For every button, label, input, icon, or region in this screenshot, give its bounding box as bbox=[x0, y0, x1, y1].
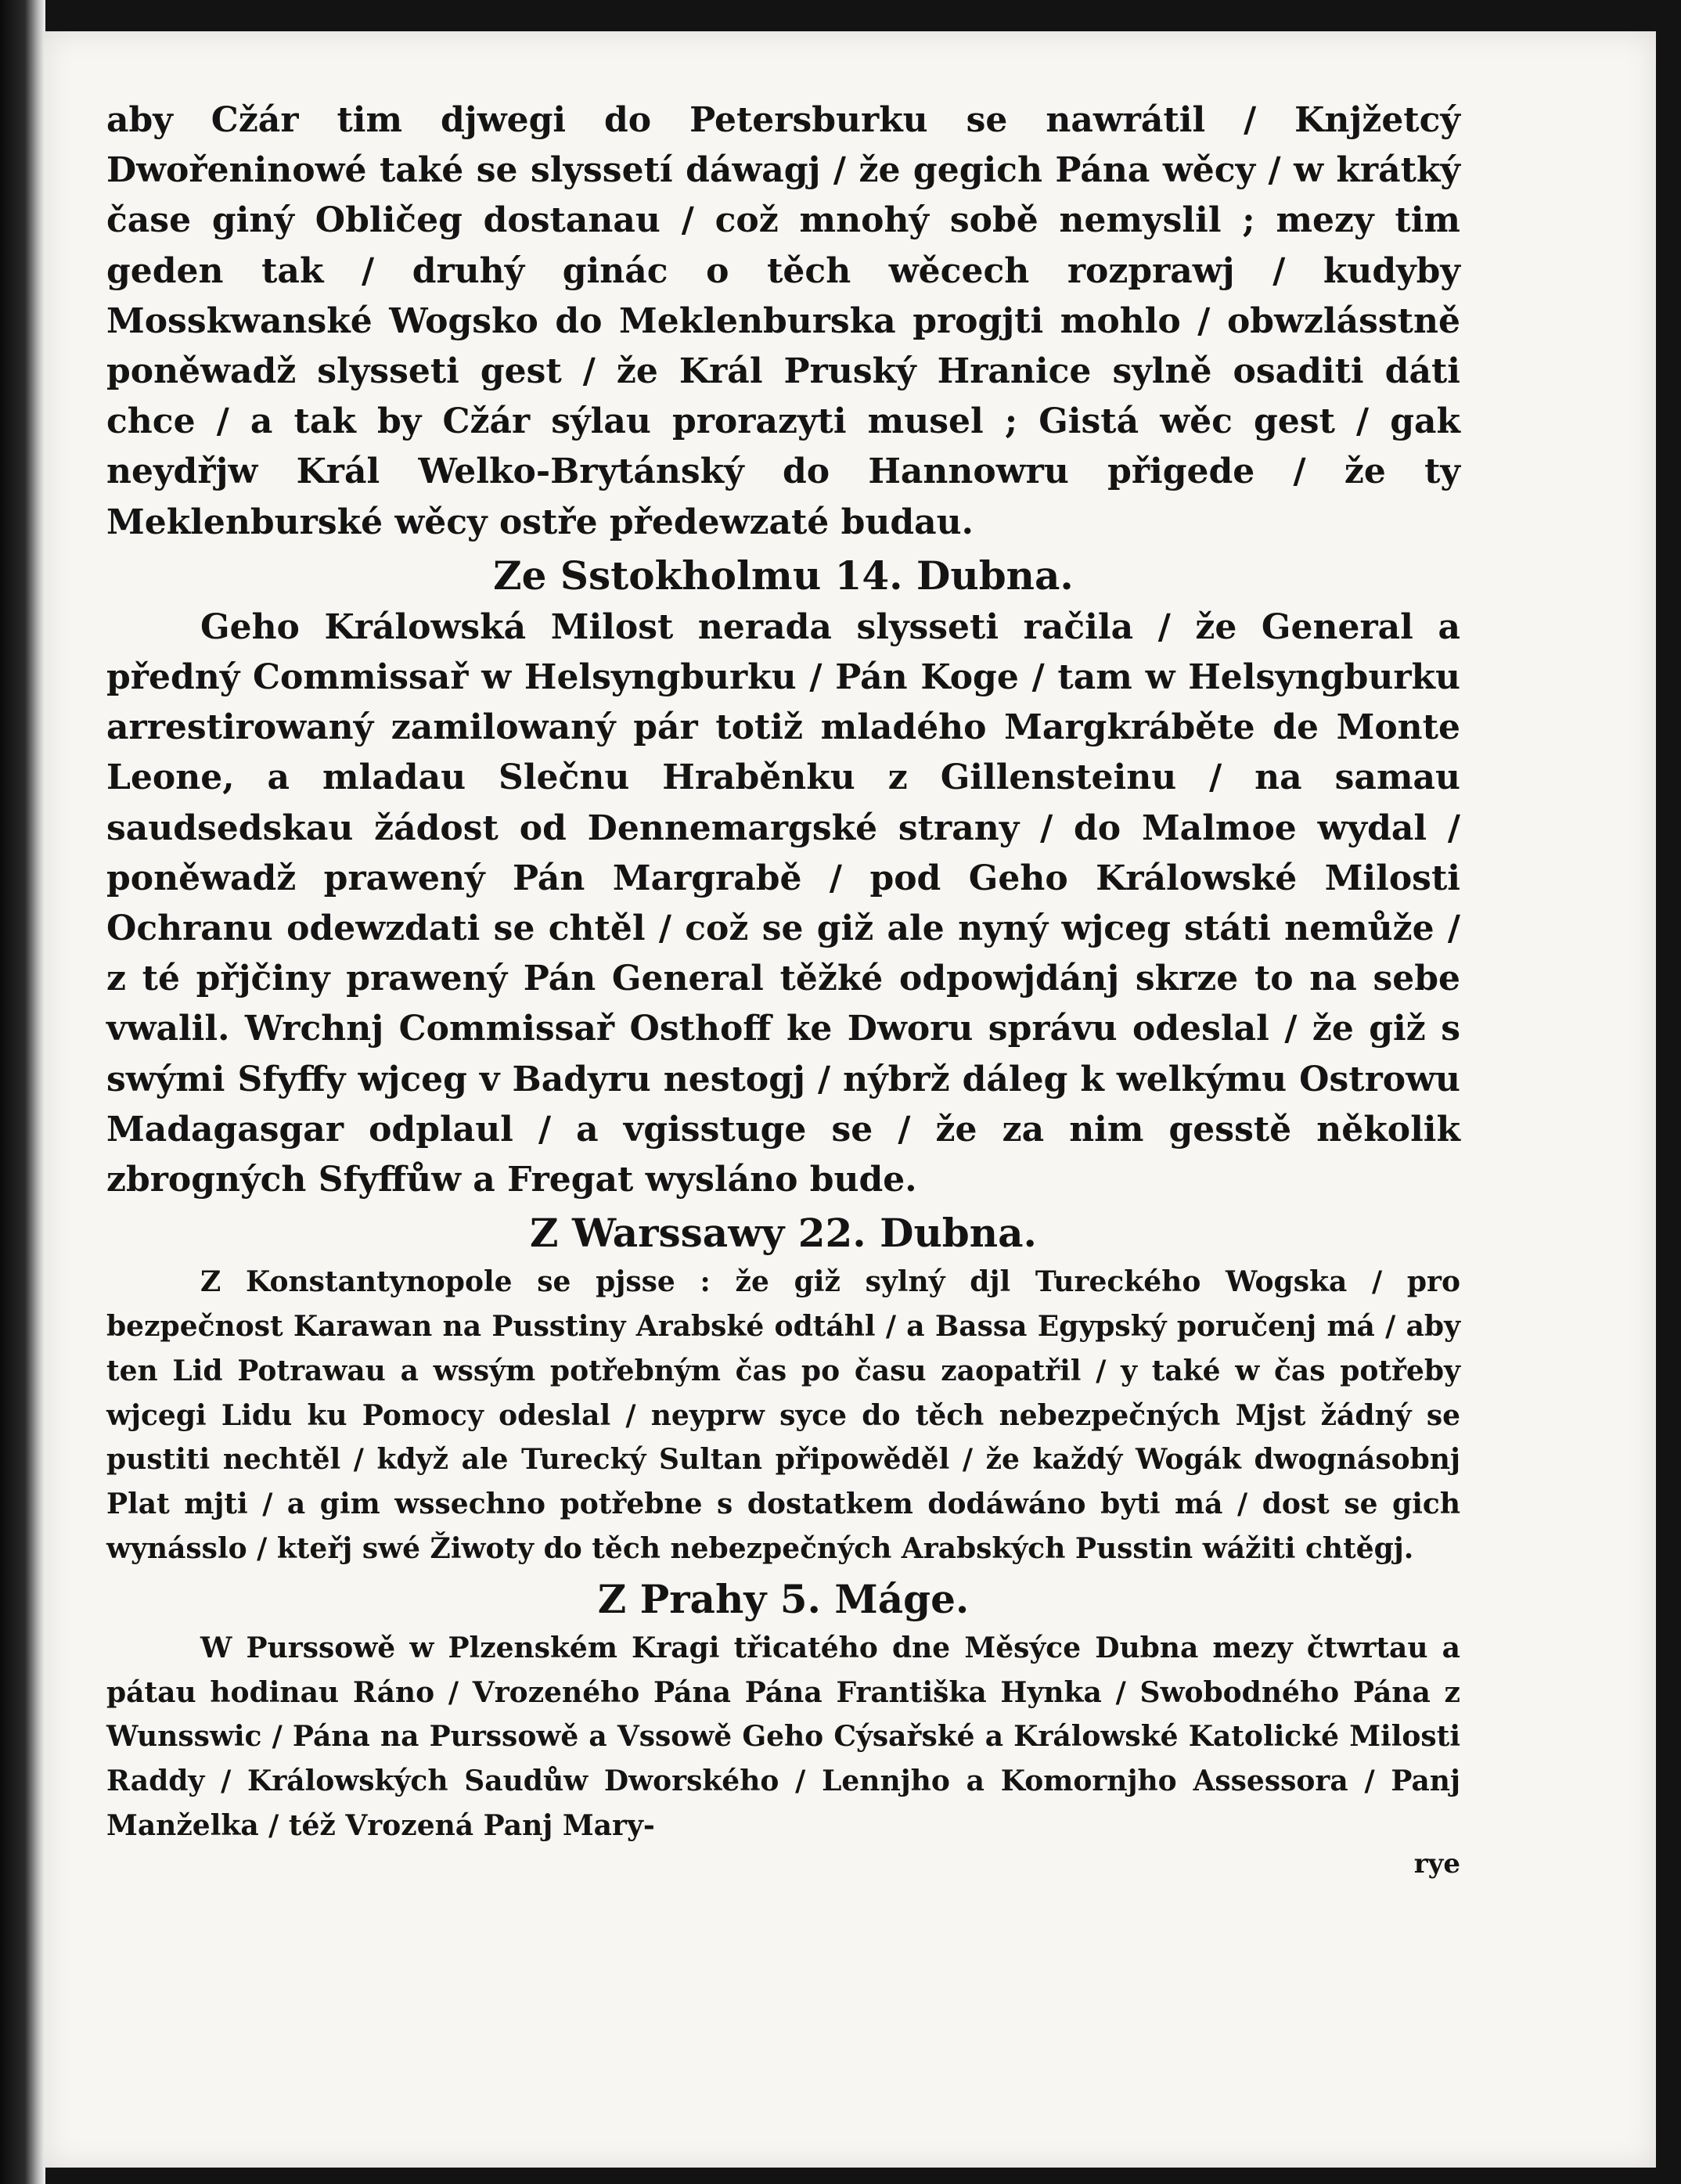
page-text-block bbox=[106, 95, 1460, 1880]
dateline-warsaw: Z Warssawy 22. Dubna. bbox=[530, 1210, 1037, 1257]
paragraph-warsaw-report: Z Konstantynopole se pjsse : že giž sylný djl Tureckého Wogska / pro bezpečnost Karawan na Pusstiny Arabské odtáhl / a Bassa Egypský poručenj má / aby ten Lid Potrawau a wssým potřebným čas po času zaopatřil / y také w čas potřeby wjcegi Lidu ku Pomocy odeslal / neyprw syce do těch nebezpečných Mjst žádný se pustiti nechtěl / když ale Turecký Sultan připowěděl / že každý Wogák dwognásobnj Plat mjti / a gim wssechno potřebne s dostatkem dodáwáno byti má / dost se gich wynásslo / kteřj swé Žiwoty do těch nebezpečných Arabských Pusstin wážiti chtěgj. bbox=[106, 1265, 1460, 1566]
dateline-stockholm: Ze Sstokholmu 14. Dubna. bbox=[493, 552, 1074, 599]
paragraph-petersburg-report: aby Cžár tim djwegi do Petersburku se nawrátil / Knjžetcý Dwořeninowé také se slyssetí dáwagj / že gegich Pána wěcy / w krátký čase giný Obličeg dostanau / což mnohý sobě nemyslil ; mezy tim geden tak / druhý ginác o těch wěcech rozprawj / kudyby Mosskwanské Wogsko do Meklenburska progjti mohlo / obwzlásstně poněwadž slysseti gest / že Král Pruský Hranice sylně osaditi dáti chce / a tak by Cžár sýlau prorazyti musel ; Gistá wěc gest / gak neydřjw Král Welko-Brytánský do Hannowru přigede / že ty Meklenburské wěcy ostře předewzaté budau. bbox=[106, 100, 1460, 542]
book-binding-edge bbox=[0, 0, 45, 2184]
catchword: rye bbox=[1413, 1848, 1460, 1880]
paragraph-stockholm-report: Geho Králowská Milost nerada slysseti račila / že General a předný Commissař w Helsyngburku / Pán Koge / tam w Helsyngburku arrestirowaný zamilowaný pár totiž mladého Margkráběte de Monte Leone, a mladau Slečnu Hraběnku z Gillensteinu / na samau saudsedskau žádost od Dennemargské strany / do Malmoe wydal / poněwadž prawený Pán Margrabě / pod Geho Králowské Milosti Ochranu odewzdati se chtěl / což se giž ale nyný wjceg státi nemůže / z té přjčiny prawený Pán General těžké odpowjdánj skrze to na sebe vwalil. Wrchnj Commissař Osthoff ke Dworu správu odeslal / že giž s swými Sfyffy wjceg v Badyru nestogj / nýbrž dáleg k welkýmu Ostrowu Madagasgar odplaul / a vgisstuge se / že za nim gesstě několik zbrogných Sfyffůw a Fregat wysláno bude. bbox=[106, 606, 1460, 1200]
dateline-prague: Z Prahy 5. Máge. bbox=[597, 1575, 970, 1622]
printed-page bbox=[44, 31, 1656, 2168]
paragraph-prague-report: W Purssowě w Plzenském Kragi třicatého dne Měsýce Dubna mezy čtwrtau a pátau hodinau Ráno / Vrozeného Pána Pána Františka Hynka / Swobodného Pána z Wunsswic / Pána na Purssowě a Vssowě Geho Cýsařské a Králowské Katolické Milosti Raddy / Králowských Saudůw Dworského / Lennjho a Komornjho Assessora / Panj Manželka / též Vrozená Panj Mary- bbox=[106, 1631, 1460, 1843]
